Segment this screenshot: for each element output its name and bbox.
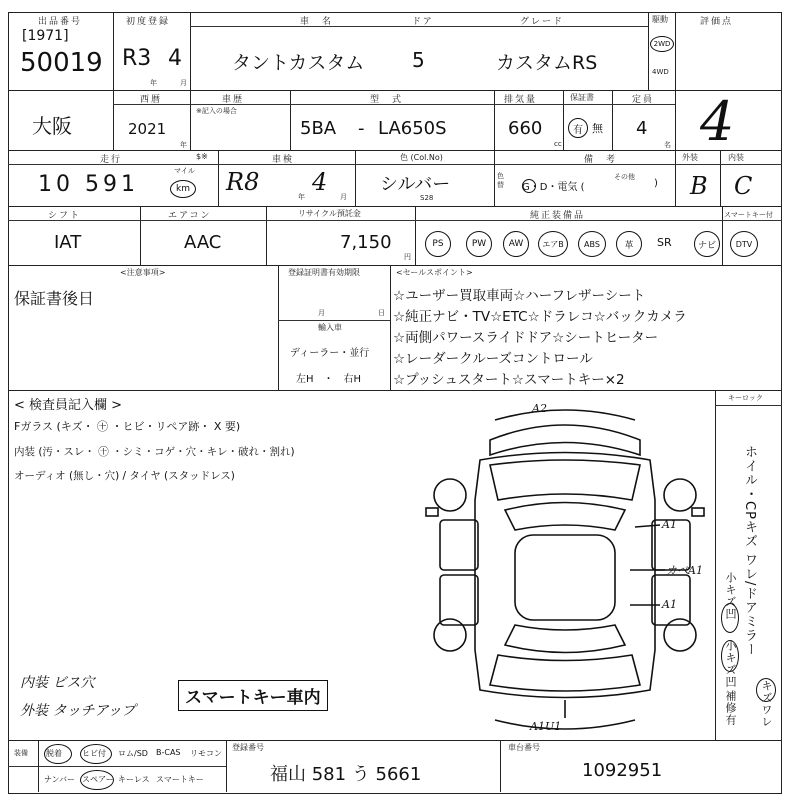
row3-div5 xyxy=(720,150,721,206)
opt-spare-circle xyxy=(80,770,114,790)
opt-crack-circle xyxy=(80,744,112,764)
door-label: ドア xyxy=(412,17,434,27)
model-prefix: 5BA xyxy=(300,118,337,139)
footer-top xyxy=(8,740,782,741)
equip-leather: 革 xyxy=(616,231,642,257)
ac: AAC xyxy=(184,232,222,253)
row3-bottom xyxy=(8,206,782,207)
interior-label: 内装 xyxy=(728,153,744,162)
interior-note: 内装 (汚・スレ・ ㊉ ・シミ・コゲ・穴・キレ・破れ・割れ) xyxy=(14,446,295,458)
equip-abs: ABS xyxy=(578,231,606,257)
equip-dtv: DTV xyxy=(730,231,758,257)
equip-airbag: エアB xyxy=(538,231,568,257)
row1-div1 xyxy=(113,12,114,90)
remarks-label: 備 考 xyxy=(584,155,618,165)
grade: カスタムRS xyxy=(496,52,598,74)
inspection-era: R8 xyxy=(226,168,260,196)
year-unit: 年 xyxy=(180,141,187,149)
row4-div4 xyxy=(722,206,723,265)
spec-note: ※記入の場合 xyxy=(196,107,237,115)
row4-bottom xyxy=(8,265,782,266)
opt-bcas: B-CAS xyxy=(156,748,181,757)
sales-points-label: <セールスポイント> xyxy=(396,268,473,277)
fuel-gas-circle xyxy=(522,179,536,193)
displacement-label: 排気量 xyxy=(504,95,538,105)
recycle: 7,150 xyxy=(340,232,392,253)
exterior-grade: B xyxy=(690,172,708,200)
reg-expiry-label: 登録証明書有効期限 xyxy=(288,268,360,277)
chassis-no: 1092951 xyxy=(582,760,663,781)
fuel-close: ) xyxy=(654,178,658,189)
scratch-circle-3 xyxy=(756,678,776,702)
color-label: 色 (Col.No) xyxy=(400,153,443,162)
footer-div1 xyxy=(226,740,227,792)
recycle-label: リサイクル預託金 xyxy=(298,209,361,218)
row3-label-line xyxy=(8,164,782,165)
first-reg-month-unit: 月 xyxy=(180,79,187,87)
inspection-month: 4 xyxy=(312,168,328,196)
model-code: LA650S xyxy=(378,118,447,139)
footer-div0 xyxy=(38,740,39,792)
score-label: 評価点 xyxy=(700,17,734,27)
mark-a2: A2 xyxy=(532,402,547,415)
notes-text: 保証書後日 xyxy=(14,289,95,308)
row1-div3 xyxy=(648,12,649,90)
row2-div3 xyxy=(290,90,291,150)
lot-number: 50019 xyxy=(20,48,103,78)
hand-note-exterior: 外装 タッチアップ xyxy=(20,703,136,719)
recycle-unit: 円 xyxy=(404,253,411,261)
first-reg-era: R3 xyxy=(122,46,152,71)
smartkey-note: スマートキー付 xyxy=(724,211,773,219)
opt-remote: リモコン xyxy=(190,749,222,758)
car-name: タントカスタム xyxy=(232,52,365,74)
reg-no: 福山 581 う 5661 xyxy=(270,764,422,785)
ac-label: エアコン xyxy=(168,211,212,221)
shift: IAT xyxy=(54,232,82,253)
repair-note: 補修有 xyxy=(724,690,737,726)
color-code: S28 xyxy=(420,194,434,202)
first-reg-year-unit: 年 xyxy=(150,79,157,87)
row3-div4 xyxy=(675,150,676,206)
wheel-mirror-note: ホイル・CPキズ ワレ/ドアミラー xyxy=(742,445,757,657)
drive-2wd: 2WD xyxy=(650,36,674,52)
row4-div2 xyxy=(266,206,267,265)
row2-bottom xyxy=(8,150,782,151)
equip-sr: SR xyxy=(657,236,672,249)
option-label: 装備 xyxy=(14,749,28,757)
year-label: 西暦 xyxy=(140,95,163,105)
row1-bottom xyxy=(8,90,782,91)
right-column-div xyxy=(715,390,716,740)
capacity-unit: 名 xyxy=(664,141,671,149)
keylock-label: キーロック xyxy=(728,394,763,402)
mileage-unit-alt: マイル xyxy=(174,167,195,175)
equip-pw: PW xyxy=(466,231,492,257)
opt-smartkey: スマートキー xyxy=(156,775,204,784)
hand-note-interior: 内装 ビス穴 xyxy=(20,675,95,691)
row2-div4 xyxy=(494,90,495,150)
import-dealer: ディーラー・並行 xyxy=(290,348,370,359)
grade-label: グレード xyxy=(520,17,565,27)
sales-point-3: ☆両側パワースライドドア☆シートヒーター xyxy=(393,330,659,346)
warranty-no: 無 xyxy=(592,122,603,135)
exterior-label: 外装 xyxy=(682,153,698,162)
drive-4wd: 4WD xyxy=(652,68,669,76)
equip-aw: AW xyxy=(503,231,529,257)
inspection-month-unit: 月 xyxy=(340,193,347,201)
sales-point-5: ☆プッシュスタート☆スマートキー×2 xyxy=(393,372,625,388)
mileage-unit-label: $※ xyxy=(196,152,208,161)
mark-a1-low: A1 xyxy=(662,598,677,611)
mileage-label: 走行 xyxy=(100,155,123,165)
lot-tag: [1971] xyxy=(22,28,69,44)
row3-div2 xyxy=(355,150,356,206)
opt-number: ナンバー xyxy=(44,775,76,784)
small-scratch-note-2: 小キズ凹 xyxy=(724,640,737,688)
row2-div5 xyxy=(563,90,564,150)
year: 2021 xyxy=(128,120,167,138)
equipment-label: 純正装備品 xyxy=(530,211,586,221)
row2-div6 xyxy=(612,90,613,150)
sales-point-1: ☆ユーザー買取車両☆ハーフレザーシート xyxy=(393,288,646,304)
footer-div2 xyxy=(500,740,501,792)
row4-div1 xyxy=(140,206,141,265)
interior-grade: C xyxy=(734,172,753,200)
score-value: 4 xyxy=(700,90,735,153)
spec-label: 車歴 xyxy=(222,95,245,105)
chassis-label: 車台番号 xyxy=(508,743,540,752)
first-reg-month: 4 xyxy=(168,46,182,71)
sales-point-2: ☆純正ナビ・TV☆ETC☆ドラレコ☆バックカメラ xyxy=(393,309,687,325)
fuel-options: G・D・電気 ( xyxy=(522,182,585,193)
footer-mid xyxy=(8,766,226,767)
color: シルバー xyxy=(380,174,451,195)
row2-div1 xyxy=(113,90,114,150)
scratch-circle-1 xyxy=(721,603,739,633)
row3-div1 xyxy=(218,150,219,206)
fuel-other: その他 xyxy=(614,173,635,181)
reg-day: 日 xyxy=(378,309,385,317)
inspection-title: < 検査員記入欄 > xyxy=(14,398,123,413)
mark-a1-top: A1 xyxy=(662,518,677,531)
reg-month: 月 xyxy=(318,309,325,317)
row1-div4 xyxy=(675,12,676,90)
equip-navi: ナビ xyxy=(694,231,720,257)
inspection-year-unit: 年 xyxy=(298,193,305,201)
opt-removal: 脱着 xyxy=(46,749,62,758)
capacity: 4 xyxy=(636,118,648,139)
displacement: 660 xyxy=(508,118,543,139)
opt-rom-sd: ロム/SD xyxy=(118,749,148,758)
mileage: 10 591 xyxy=(38,172,139,197)
color-side: 色替 xyxy=(497,172,504,189)
audio-note: オーディオ (無し・穴) / タイヤ (スタッドレス) xyxy=(14,470,235,482)
lot-label: 出品番号 xyxy=(38,17,83,27)
opt-removal-circle xyxy=(44,744,72,764)
small-scratch-note: 小キズ凹 xyxy=(724,572,737,620)
row4-div3 xyxy=(415,206,416,265)
opt-spare: スペアー xyxy=(82,775,114,784)
model-label: 型 式 xyxy=(370,95,404,105)
scratch-crack-note: キズワレ xyxy=(760,680,773,728)
model-dash: - xyxy=(358,118,365,139)
warranty-label: 保証書 xyxy=(570,93,594,102)
region: 大阪 xyxy=(32,114,72,138)
row2-div2 xyxy=(190,90,191,150)
keylock-line xyxy=(715,405,782,406)
mileage-unit: km xyxy=(170,180,196,198)
shift-label: シフト xyxy=(48,211,82,221)
warranty-yes: 有 xyxy=(568,118,588,138)
import-label: 輸入車 xyxy=(318,323,342,332)
equip-ps: PS xyxy=(425,231,451,257)
mark-kabe-a1: カベA1 xyxy=(666,564,703,577)
row5-div2 xyxy=(390,265,391,390)
row5-bottom xyxy=(8,390,782,391)
mark-a1u1: A1U1 xyxy=(530,720,562,733)
inspection-label: 車検 xyxy=(272,155,295,165)
doors: 5 xyxy=(412,48,425,72)
opt-crack: ヒビ付 xyxy=(82,749,106,758)
scratch-circle-2 xyxy=(721,640,739,672)
row5-div1 xyxy=(278,265,279,390)
row3-div3 xyxy=(494,150,495,206)
first-reg-label: 初度登録 xyxy=(126,17,171,27)
notes-label: <注意事項> xyxy=(120,268,166,277)
opt-keyless: キーレス xyxy=(118,775,150,784)
car-name-label: 車 名 xyxy=(300,17,334,27)
capacity-label: 定員 xyxy=(632,95,655,105)
row1-div2 xyxy=(190,12,191,90)
import-handle: 左H ・ 右H xyxy=(296,374,362,385)
windshield-note: Fガラス (キズ・ ㊉ ・ヒビ・リペア跡・ X 要) xyxy=(14,420,241,433)
row5-reg-line xyxy=(278,320,390,321)
smartkey-stamp: スマートキー車内 xyxy=(178,680,328,711)
drive-label: 駆動 xyxy=(652,15,668,24)
row2-div7 xyxy=(675,90,676,150)
sales-point-4: ☆レーダークルーズコントロール xyxy=(393,351,593,367)
row4-label-line xyxy=(8,220,782,221)
reg-no-label: 登録番号 xyxy=(232,743,264,752)
displacement-unit: cc xyxy=(554,140,562,148)
